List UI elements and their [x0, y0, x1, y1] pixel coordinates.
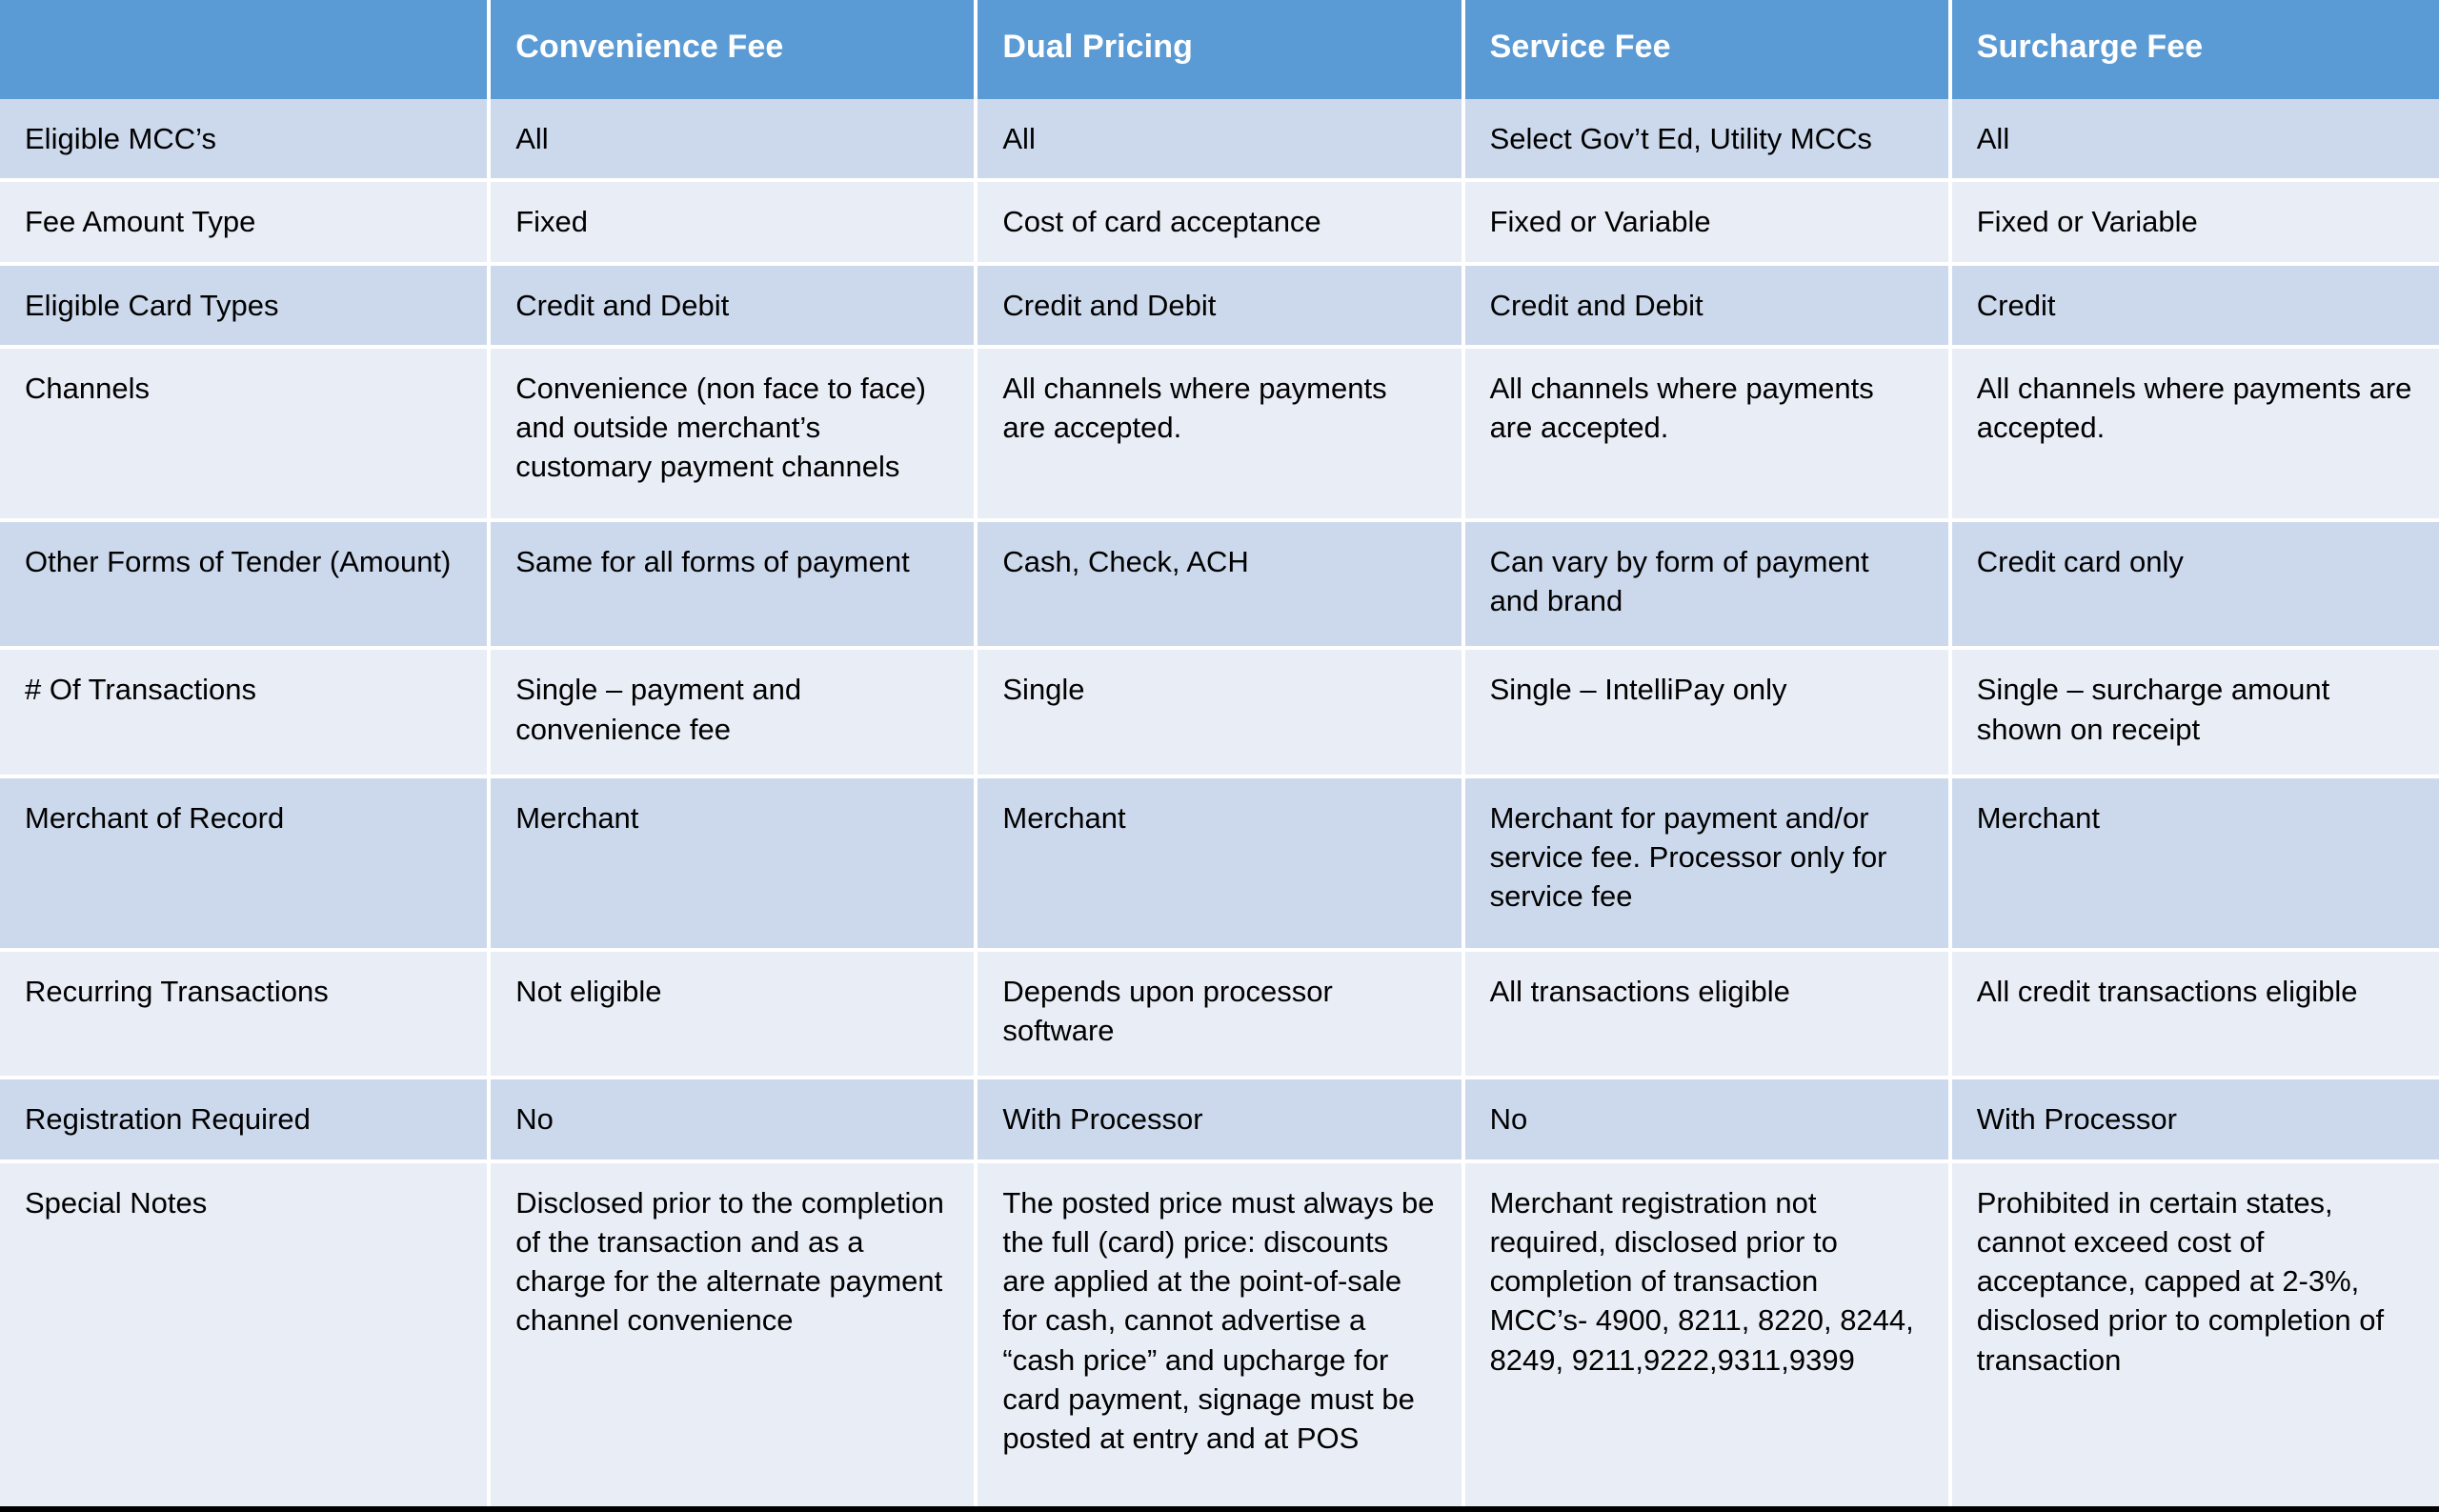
cell-fee-amount-type-convenience: Fixed [491, 182, 978, 265]
cell-special-notes-service: Merchant registration not required, disclosed prior to completion of transaction MCC’s- 4900, 8211, 8220, 8244, 8249, 9211,9222,9311,9399 [1465, 1163, 1952, 1512]
cell-eligible-mccs-service: Select Gov’t Ed, Utility MCCs [1465, 99, 1952, 182]
cell-registration-required-service: No [1465, 1079, 1952, 1162]
row-label-merchant-of-record: Merchant of Record [0, 778, 491, 952]
cell-recurring-transactions-service: All transactions eligible [1465, 952, 1952, 1080]
cell-special-notes-surcharge: Prohibited in certain states, cannot exceed cost of acceptance, capped at 2-3%, disclosed prior to completion of transaction [1952, 1163, 2439, 1512]
table-row [0, 1079, 2439, 1162]
row-label-channels: Channels [0, 349, 491, 522]
cell-merchant-of-record-surcharge: Merchant [1952, 778, 2439, 952]
table-row [0, 99, 2439, 182]
row-label-eligible-mccs: Eligible MCC’s [0, 99, 491, 182]
cell-number-of-transactions-service: Single – IntelliPay only [1465, 650, 1952, 778]
cell-fee-amount-type-surcharge: Fixed or Variable [1952, 182, 2439, 265]
header-cell-convenience-fee: Convenience Fee [491, 0, 978, 99]
table-row [0, 952, 2439, 1080]
cell-other-forms-of-tender-convenience: Same for all forms of payment [491, 522, 978, 651]
table-row [0, 266, 2439, 349]
cell-other-forms-of-tender-service: Can vary by form of payment and brand [1465, 522, 1952, 651]
table-row [0, 650, 2439, 778]
cell-recurring-transactions-convenience: Not eligible [491, 952, 978, 1080]
cell-eligible-mccs-convenience: All [491, 99, 978, 182]
table-body [0, 99, 2439, 1512]
cell-special-notes-dual: The posted price must always be the full (card) price: discounts are applied at the point-of-sale for cash, cannot advertise a “cash price” and upcharge for card payment, signage must be posted at entry and at POS [978, 1163, 1464, 1512]
cell-fee-amount-type-dual: Cost of card acceptance [978, 182, 1464, 265]
header-cell-service-fee: Service Fee [1465, 0, 1952, 99]
row-label-eligible-card-types: Eligible Card Types [0, 266, 491, 349]
cell-number-of-transactions-convenience: Single – payment and convenience fee [491, 650, 978, 778]
cell-registration-required-dual: With Processor [978, 1079, 1464, 1162]
cell-merchant-of-record-service: Merchant for payment and/or service fee. Processor only for service fee [1465, 778, 1952, 952]
table-row [0, 349, 2439, 522]
cell-recurring-transactions-dual: Depends upon processor software [978, 952, 1464, 1080]
cell-eligible-card-types-service: Credit and Debit [1465, 266, 1952, 349]
cell-registration-required-surcharge: With Processor [1952, 1079, 2439, 1162]
table-row [0, 182, 2439, 265]
cell-number-of-transactions-dual: Single [978, 650, 1464, 778]
row-label-number-of-transactions: # Of Transactions [0, 650, 491, 778]
cell-channels-dual: All channels where payments are accepted. [978, 349, 1464, 522]
cell-eligible-card-types-surcharge: Credit [1952, 266, 2439, 349]
row-label-special-notes: Special Notes [0, 1163, 491, 1512]
cell-registration-required-convenience: No [491, 1079, 978, 1162]
table-row [0, 522, 2439, 651]
cell-special-notes-convenience: Disclosed prior to the completion of the transaction and as a charge for the alternate payment channel convenience [491, 1163, 978, 1512]
cell-eligible-card-types-convenience: Credit and Debit [491, 266, 978, 349]
cell-recurring-transactions-surcharge: All credit transactions eligible [1952, 952, 2439, 1080]
cell-channels-service: All channels where payments are accepted. [1465, 349, 1952, 522]
header-cell-blank [0, 0, 491, 99]
header-cell-surcharge-fee: Surcharge Fee [1952, 0, 2439, 99]
cell-channels-surcharge: All channels where payments are accepted. [1952, 349, 2439, 522]
row-label-registration-required: Registration Required [0, 1079, 491, 1162]
cell-other-forms-of-tender-dual: Cash, Check, ACH [978, 522, 1464, 651]
cell-fee-amount-type-service: Fixed or Variable [1465, 182, 1952, 265]
row-label-other-forms-of-tender: Other Forms of Tender (Amount) [0, 522, 491, 651]
table-header [0, 0, 2439, 99]
row-label-fee-amount-type: Fee Amount Type [0, 182, 491, 265]
cell-merchant-of-record-dual: Merchant [978, 778, 1464, 952]
cell-channels-convenience: Convenience (non face to face) and outside merchant’s customary payment channels [491, 349, 978, 522]
table-row [0, 778, 2439, 952]
cell-number-of-transactions-surcharge: Single – surcharge amount shown on receipt [1952, 650, 2439, 778]
bottom-rule-divider [0, 1506, 2439, 1512]
header-row [0, 0, 2439, 99]
cell-merchant-of-record-convenience: Merchant [491, 778, 978, 952]
header-cell-dual-pricing: Dual Pricing [978, 0, 1464, 99]
cell-eligible-card-types-dual: Credit and Debit [978, 266, 1464, 349]
cell-eligible-mccs-dual: All [978, 99, 1464, 182]
cell-eligible-mccs-surcharge: All [1952, 99, 2439, 182]
table-row [0, 1163, 2439, 1512]
cell-other-forms-of-tender-surcharge: Credit card only [1952, 522, 2439, 651]
row-label-recurring-transactions: Recurring Transactions [0, 952, 491, 1080]
